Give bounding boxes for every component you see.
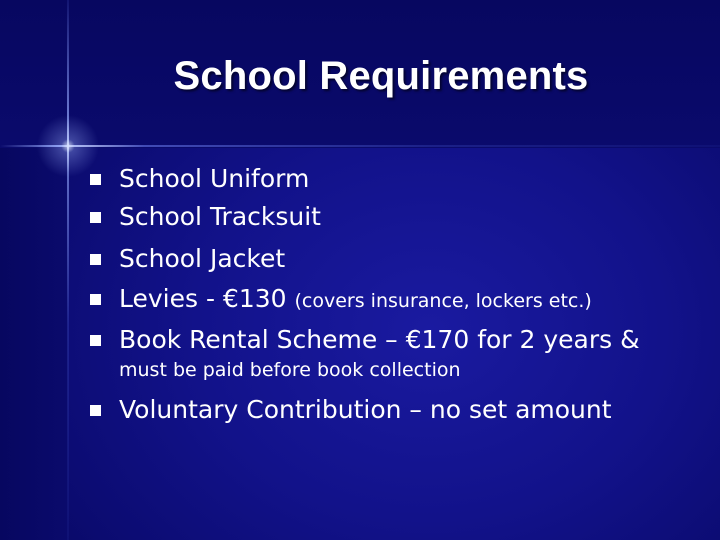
square-bullet-icon: [90, 212, 101, 223]
list-item-voluntary: [90, 393, 710, 427]
book-rental-continuation: must be paid before book collection: [119, 359, 461, 381]
star-flare-horizontal: [0, 145, 720, 147]
list-item-tracksuit: [90, 200, 710, 234]
square-bullet-icon: [90, 254, 101, 265]
list-item-book-rental: [90, 323, 710, 357]
levies-text: Levies - €130: [119, 284, 287, 313]
square-bullet-icon: [90, 174, 101, 185]
square-bullet-icon: [90, 335, 101, 346]
list-item-text: Book Rental Scheme – €170 for 2 years &: [119, 325, 640, 354]
list-item-levies: [90, 282, 710, 316]
levies-note: (covers insurance, lockers etc.): [294, 290, 592, 312]
list-item-uniform: [90, 162, 710, 196]
list-item-text: School Uniform: [119, 164, 310, 193]
square-bullet-icon: [90, 294, 101, 305]
list-item-text: School Tracksuit: [119, 202, 321, 231]
list-item-text: School Jacket: [119, 244, 286, 273]
left-band: [0, 148, 68, 540]
list-item-text: Voluntary Contribution – no set amount: [119, 395, 612, 424]
slide-title: School Requirements: [173, 54, 589, 98]
square-bullet-icon: [90, 405, 101, 416]
list-item-jacket: [90, 242, 710, 276]
list-item-text: [119, 282, 592, 318]
